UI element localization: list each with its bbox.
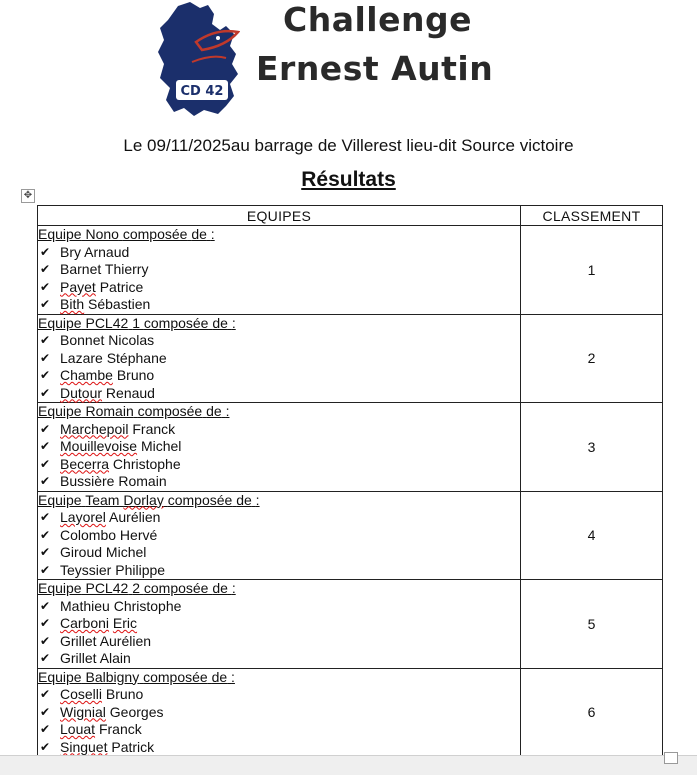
team-title: Equipe Romain composée de :	[38, 403, 230, 419]
member-list	[38, 421, 520, 491]
member-name: Barnet Thierry	[60, 261, 149, 277]
check-icon: ✔	[40, 297, 51, 311]
member-name: Chambe Bruno	[60, 367, 155, 383]
check-icon: ✔	[40, 616, 51, 630]
check-icon: ✔	[40, 262, 51, 276]
member-name: Layorel Aurélien	[60, 509, 161, 525]
rank-cell: 4	[521, 491, 663, 580]
team-title: Equipe Team Dorlay composée de :	[38, 491, 260, 508]
list-item	[38, 598, 520, 616]
title-line-1: Challenge	[283, 0, 472, 39]
list-item	[38, 615, 520, 633]
team-cell	[38, 668, 521, 757]
member-name: Mathieu Christophe	[60, 597, 182, 614]
list-item	[38, 473, 520, 491]
member-name: Singuet Patrick	[60, 738, 155, 755]
member-name: Louat Franck	[60, 721, 142, 737]
member-name: Grillet Aurélien	[60, 632, 152, 649]
table-row	[38, 491, 663, 580]
check-icon: ✔	[40, 722, 51, 736]
check-icon: ✔	[40, 598, 51, 613]
cd42-logo	[156, 2, 240, 116]
member-name: Coselli Bruno	[60, 686, 144, 702]
check-icon: ✔	[40, 545, 51, 559]
team-cell	[38, 314, 521, 403]
check-icon: ✔	[40, 368, 51, 382]
rank-cell: 3	[521, 403, 663, 492]
member-list	[38, 244, 520, 314]
list-item	[38, 686, 520, 704]
check-icon: ✔	[40, 474, 51, 488]
team-cell	[38, 403, 521, 492]
fish-eye-icon	[216, 36, 220, 40]
check-icon: ✔	[40, 350, 51, 365]
check-icon: ✔	[40, 510, 51, 524]
table-row	[38, 668, 663, 757]
check-icon: ✔	[40, 456, 51, 471]
list-item	[38, 456, 520, 474]
list-item	[38, 350, 520, 368]
member-name: Grillet Alain	[60, 650, 131, 666]
team-title: Equipe Balbigny composée de :	[38, 668, 235, 685]
table-row	[38, 314, 663, 403]
table-body	[38, 226, 663, 757]
member-name: Colombo Hervé	[60, 526, 158, 543]
list-item	[38, 438, 520, 456]
member-name: Carboni Eric	[60, 615, 138, 631]
list-item	[38, 704, 520, 722]
list-item	[38, 296, 520, 314]
list-item	[38, 527, 520, 545]
list-item	[38, 385, 520, 403]
list-item	[38, 562, 520, 580]
member-list	[38, 686, 520, 756]
member-name: Bith Sébastien	[60, 296, 151, 312]
header-team: EQUIPES	[38, 206, 521, 226]
title-line-2: Ernest Autin	[256, 49, 494, 88]
member-name: Payet Patrice	[60, 278, 144, 295]
check-icon: ✔	[40, 421, 51, 436]
member-list	[38, 332, 520, 402]
check-icon: ✔	[40, 651, 51, 665]
member-name: Dutour Renaud	[60, 384, 155, 401]
check-icon: ✔	[40, 633, 51, 648]
list-item	[38, 721, 520, 739]
list-item	[38, 244, 520, 262]
team-title: Equipe PCL42 1 composée de :	[38, 314, 236, 331]
badge-text: CD 42	[180, 84, 224, 99]
list-item	[38, 633, 520, 651]
member-name: Teyssier Philippe	[60, 561, 166, 578]
team-title: Equipe Nono composée de :	[38, 226, 215, 242]
list-item	[38, 332, 520, 350]
page-corner-marker	[664, 752, 678, 764]
team-cell	[38, 580, 521, 669]
rank-cell: 5	[521, 580, 663, 669]
check-icon: ✔	[40, 704, 51, 719]
check-icon: ✔	[40, 562, 51, 577]
list-item	[38, 421, 520, 439]
check-icon: ✔	[40, 439, 51, 453]
member-name: Marchepoil Franck	[60, 420, 176, 437]
table-move-handle-icon[interactable]: ✥	[21, 189, 35, 203]
member-list	[38, 598, 520, 668]
member-name: Bussière Romain	[60, 473, 167, 489]
list-item	[38, 739, 520, 757]
table-row	[38, 403, 663, 492]
rank-cell: 6	[521, 668, 663, 757]
list-item	[38, 261, 520, 279]
rank-cell: 2	[521, 314, 663, 403]
member-name: Giroud Michel	[60, 544, 147, 560]
member-name: Lazare Stéphane	[60, 349, 167, 366]
table-header-row	[38, 206, 663, 226]
team-title: Equipe PCL42 2 composée de :	[38, 580, 236, 596]
check-icon: ✔	[40, 333, 51, 347]
table-row	[38, 580, 663, 669]
check-icon: ✔	[40, 527, 51, 542]
member-name: Bry Arnaud	[60, 243, 130, 260]
event-subtitle: Le 09/11/2025au barrage de Villerest lieu-dit Source victoire	[123, 136, 574, 155]
member-name: Bonnet Nicolas	[60, 332, 155, 348]
rank-cell: 1	[521, 226, 663, 315]
header-rank: CLASSEMENT	[521, 206, 663, 226]
check-icon: ✔	[40, 244, 51, 259]
list-item	[38, 367, 520, 385]
table-row	[38, 226, 663, 315]
team-cell	[38, 491, 521, 580]
check-icon: ✔	[40, 739, 51, 754]
list-item	[38, 509, 520, 527]
check-icon: ✔	[40, 279, 51, 294]
check-icon: ✔	[40, 385, 51, 400]
results-table	[37, 205, 663, 757]
bottom-scrollbar[interactable]	[0, 755, 697, 775]
member-name: Becerra Christophe	[60, 455, 181, 472]
team-cell	[38, 226, 521, 315]
check-icon: ✔	[40, 687, 51, 701]
member-name: Mouillevoise Michel	[60, 438, 182, 454]
member-list	[38, 509, 520, 579]
list-item	[38, 544, 520, 562]
list-item	[38, 279, 520, 297]
list-item	[38, 650, 520, 668]
results-heading: Résultats	[301, 168, 396, 191]
member-name: Wignial Georges	[60, 703, 164, 720]
